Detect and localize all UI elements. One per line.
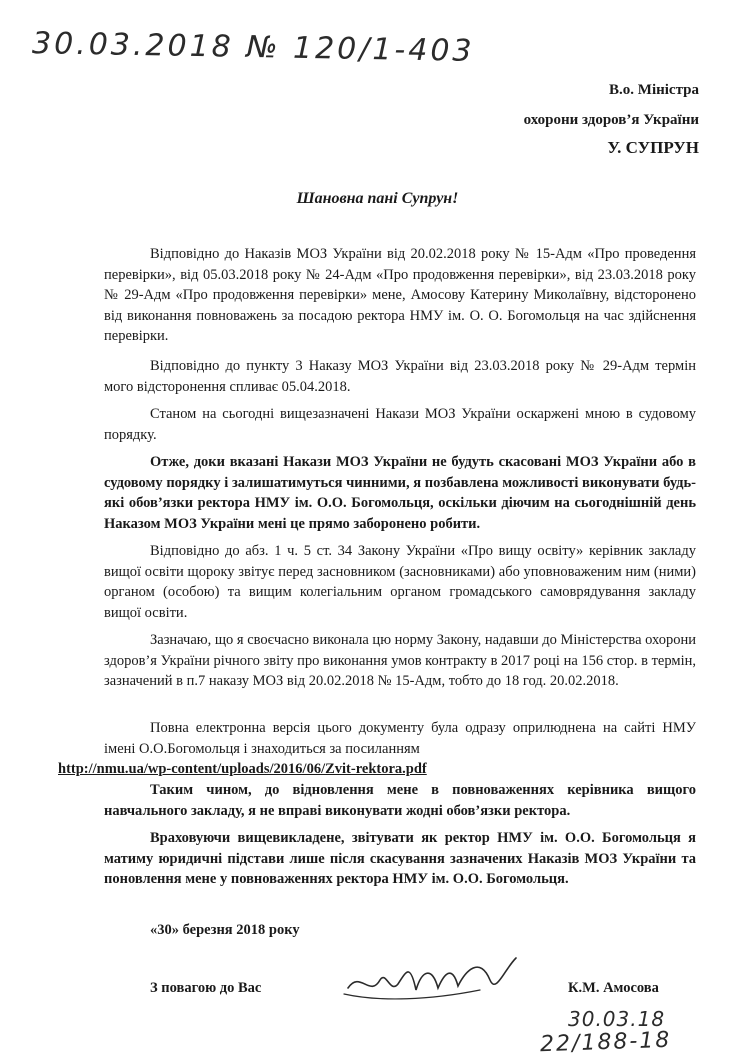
- received-date-stamp: 30.03.18: [568, 1007, 666, 1031]
- signer-name: К.М. Амосова: [568, 980, 659, 996]
- addressee-ministry: охорони здоров’я України: [523, 112, 699, 128]
- registration-stamp: 30.03.2018 № 120/1-403: [31, 26, 475, 69]
- report-link[interactable]: http://nmu.ua/wp-content/uploads/2016/06/Zvit-rektora.pdf: [58, 761, 427, 777]
- paragraph-publication: [58, 718, 696, 780]
- salutation: Шановна пані Супрун!: [296, 190, 459, 207]
- paragraph-appeal: [104, 404, 696, 445]
- paragraph-text: Таким чином, до відновлення мене в повноваженнях керівника вищого навчального закладу, я не вправі виконувати жодні обов’язки ректора.: [104, 782, 696, 819]
- signature-image: [340, 950, 520, 1010]
- paragraph-term: [104, 356, 696, 397]
- paragraph-law: [104, 541, 696, 623]
- paragraph-restriction: [104, 452, 696, 534]
- received-number-stamp: 22/188-18: [539, 1027, 672, 1058]
- paragraph-text: Станом на сьогодні вищезазначені Накази МОЗ України оскаржені мною в судовому порядку.: [104, 406, 696, 443]
- addressee-position: В.о. Міністра: [609, 82, 699, 98]
- paragraph-text: Відповідно до абз. 1 ч. 5 ст. 34 Закону України «Про вищу освіту» керівник закладу вищої освіти щороку звітує перед засновником (засновниками) або уповноваженим ним (ними) органом (особою) та вищим колегіальним органом громадського самоврядування закладу вищої освіти.: [104, 543, 696, 621]
- paragraph-text: Відповідно до Наказів МОЗ України від 20.02.2018 року № 15-Адм «Про проведення перевірки», від 05.03.2018 року № 24-Адм «Про продовження перевірки», від 23.03.2018 року № 29-Адм «Про продовження перевірки» мене, Амосову Катерину Миколаївну, відсторонено від виконання повноважень за посадою ректора НМУ ім. О. О. Богомольця на час здійснення перевірки.: [104, 246, 696, 344]
- closing-regards: З повагою до Вас: [150, 980, 262, 996]
- paragraph-orders: [104, 244, 696, 347]
- paragraph-text: Враховуючи вищевикладене, звітувати як ректор НМУ ім. О.О. Богомольця я матиму юридичні підстави лише після скасування зазначених Наказів МОЗ України та поновлення мене у повноваженнях ректора НМУ ім. О.О. Богомольця.: [104, 830, 696, 887]
- paragraph-text: Повна електронна версія цього документу була одразу оприлюднена на сайті НМУ імені О.О.Богомольця і знаходиться за посиланням: [104, 720, 696, 757]
- paragraph-text: Зазначаю, що я своєчасно виконала цю норму Закону, надавши до Міністерства охорони здоров’я України річного звіту про виконання умов контракту в 2017 році на 156 стор. в термін, зазначений в п.7 наказу МОЗ від 20.02.2018 № 15-Адм, тобто до 18 год. 20.02.2018.: [104, 632, 696, 689]
- paragraph-final: [104, 828, 696, 890]
- paragraph-conclusion: [104, 780, 696, 821]
- addressee-name: У. СУПРУН: [607, 138, 699, 157]
- paragraph-text: Відповідно до пункту 3 Наказу МОЗ України від 23.03.2018 року № 29-Адм термін мого відсторонення спливає 05.04.2018.: [104, 358, 696, 395]
- closing-date: «30» березня 2018 року: [150, 922, 300, 938]
- paragraph-report: [104, 630, 696, 692]
- paragraph-text: Отже, доки вказані Накази МОЗ України не будуть скасовані МОЗ України або в судовому порядку і залишатимуться чинними, я позбавлена можливості виконувати будь-які обов’язки ректора НМУ ім. О.О. Богомольця, оскільки діючим на сьогоднішній день Наказом МОЗ України мені це прямо заборонено робити.: [104, 454, 696, 532]
